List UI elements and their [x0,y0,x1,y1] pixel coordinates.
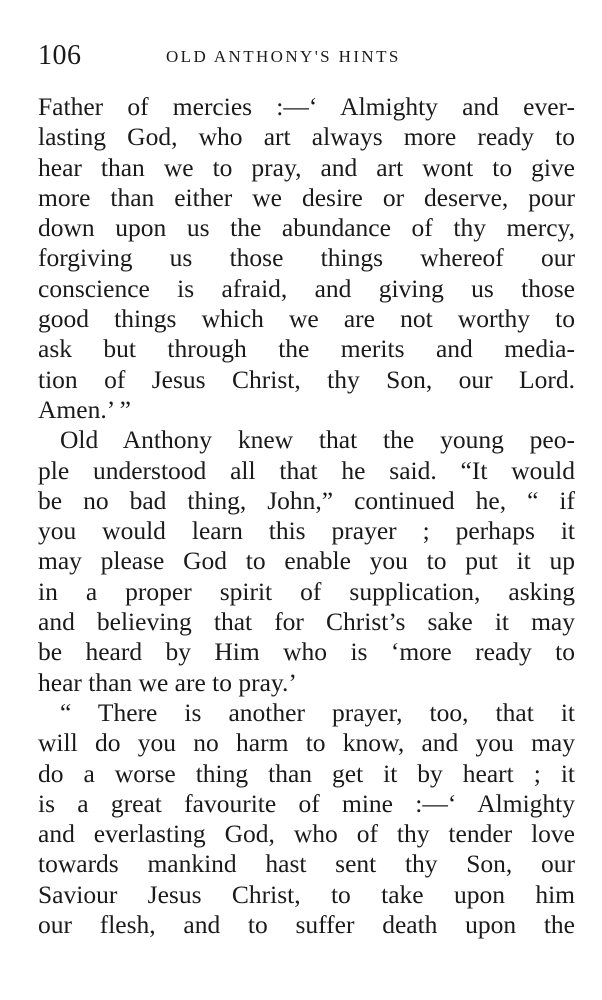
text-line: Old Anthony knew that the young peo- [60,425,575,455]
text-line: tion of Jesus Christ, thy Son, our Lord. [38,364,575,394]
text-line: be heard by Him who is ‘more ready to [38,637,575,667]
text-line: conscience is afraid, and giving us those [38,273,575,303]
text-line: our flesh, and to suffer death upon the [38,910,575,940]
running-head: OLD ANTHONY'S HINTS [166,47,401,66]
text-line: may please God to enable you to put it up [38,546,575,576]
body-text [38,92,575,940]
text-line: lasting God, who art always more ready to [38,122,575,152]
text-line: ask but through the merits and media- [38,334,575,364]
text-line: in a proper spirit of supplication, asking [38,576,575,606]
page-number: 106 [38,40,82,71]
text-line: more than either we desire or deserve, pour [38,182,575,212]
text-line: forgiving us those things whereof our [38,243,575,273]
text-line: towards mankind hast sent thy Son, our [38,849,575,879]
text-line: Saviour Jesus Christ, to take upon him [38,879,575,909]
text-line: down upon us the abundance of thy mercy, [38,213,575,243]
text-line: will do you no harm to know, and you may [38,728,575,758]
text-line: and everlasting God, who of thy tender love [38,819,575,849]
page-header [38,38,578,74]
text-line: hear than we to pray, and art wont to give [38,152,575,182]
text-line: Amen.’ ” [38,394,131,424]
text-line: ple understood all that he said. “It would [38,455,575,485]
text-line: is a great favourite of mine :—‘ Almighty [38,788,575,818]
text-line: do a worse thing than get it by heart ; it [38,758,575,788]
text-line: good things which we are not worthy to [38,304,575,334]
text-line: hear than we are to pray.’ [38,667,297,697]
text-line: be no bad thing, John,” continued he, “ if [38,485,575,515]
text-line: you would learn this prayer ; perhaps it [38,516,575,546]
text-line: “ There is another prayer, too, that it [60,697,575,727]
text-line: Father of mercies :—‘ Almighty and ever- [38,92,575,121]
text-line: and believing that for Christ’s sake it may [38,607,575,637]
